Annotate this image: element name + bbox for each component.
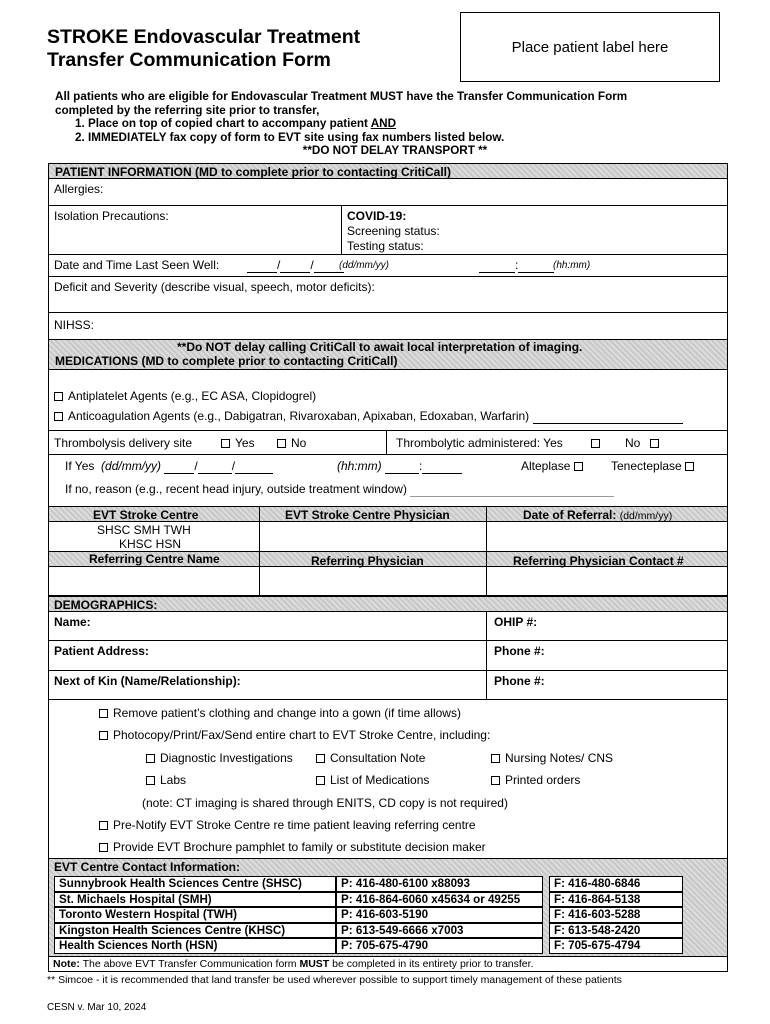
labs-option[interactable] bbox=[146, 773, 186, 787]
brochure-checkbox[interactable] bbox=[99, 843, 108, 852]
note-pre: The above EVT Transfer Communication form bbox=[79, 958, 300, 970]
contact-name: Toronto Western Hospital (TWH) bbox=[54, 907, 336, 923]
form-title-line1: STROKE Endovascular Treatment bbox=[47, 26, 361, 48]
evt-header-divider-2 bbox=[486, 507, 487, 521]
anticoag-label: Anticoagulation Agents (e.g., Dabigatran, Rivaroxaban, Apixaban, Edoxaban, Warfarin) bbox=[68, 409, 530, 423]
contact-phone: P: 705-675-4790 bbox=[336, 938, 543, 954]
isolation-row bbox=[49, 205, 727, 254]
contact-phone: P: 416-603-5190 bbox=[336, 907, 543, 923]
prenotify-label: Pre-Notify EVT Stroke Centre re time patient leaving referring centre bbox=[113, 818, 476, 832]
admin-no-checkbox[interactable] bbox=[650, 439, 659, 448]
referring-row bbox=[49, 566, 727, 596]
intro-instructions bbox=[55, 90, 735, 158]
nursing-label: Nursing Notes/ CNS bbox=[505, 751, 614, 765]
contact-fax: F: 416-864-5138 bbox=[549, 892, 683, 908]
consult-checkbox[interactable] bbox=[316, 754, 325, 763]
printed-checkbox[interactable] bbox=[491, 776, 500, 785]
checklist-section bbox=[48, 700, 728, 858]
tenecteplase-option[interactable] bbox=[611, 459, 699, 473]
evt-header bbox=[49, 506, 727, 521]
isolation-divider bbox=[341, 206, 342, 254]
demographics-header bbox=[49, 596, 727, 611]
contact-phone: P: 613-549-6666 x7003 bbox=[336, 923, 543, 939]
kin-divider bbox=[486, 671, 487, 699]
last-seen-row[interactable]: Date and Time Last Seen Well: / / (dd/mm/yy) : (hh:mm) bbox=[49, 254, 727, 276]
evt-col-date bbox=[523, 508, 672, 522]
last-seen-date-format: (dd/mm/yy) bbox=[339, 260, 389, 271]
referring-header-divider-2 bbox=[486, 552, 487, 566]
name-divider bbox=[486, 612, 487, 640]
kin-label: Next of Kin (Name/Relationship): bbox=[54, 674, 241, 688]
admin-no-option[interactable] bbox=[625, 436, 664, 450]
form-note bbox=[53, 958, 533, 970]
evt-col-date-format: (dd/mm/yy) bbox=[619, 510, 673, 522]
referring-contact-label: Referring Physician Contact # bbox=[513, 554, 684, 568]
prenotify-option[interactable] bbox=[99, 818, 476, 832]
meds-list-label: List of Medications bbox=[330, 773, 430, 787]
site-no-label: No bbox=[291, 436, 307, 450]
contact-name: Health Sciences North (HSN) bbox=[54, 938, 336, 954]
testing-label: Testing status: bbox=[347, 239, 424, 253]
contact-fax: F: 416-480-6846 bbox=[549, 876, 683, 892]
printed-option[interactable] bbox=[491, 773, 580, 787]
labs-checkbox[interactable] bbox=[146, 776, 155, 785]
deficit-row[interactable] bbox=[49, 276, 727, 312]
evt-centre-row bbox=[49, 521, 727, 551]
site-yes-option[interactable] bbox=[221, 436, 255, 450]
nihss-label: NIHSS: bbox=[54, 318, 95, 332]
referring-header-divider-1 bbox=[259, 552, 260, 566]
referring-centre-field[interactable] bbox=[49, 567, 259, 597]
intro-item1-and: AND bbox=[370, 117, 397, 130]
antiplatelet-label: Antiplatelet Agents (e.g., EC ASA, Clopidogrel) bbox=[68, 389, 317, 403]
imaging-note: **Do NOT delay calling CritiCall to await local interpretation of imaging. bbox=[177, 340, 583, 354]
version-label: CESN v. Mar 10, 2024 bbox=[47, 1002, 147, 1013]
intro-item2: 2. IMMEDIATELY fax copy of form to EVT site using fax numbers listed below. bbox=[75, 130, 505, 144]
antiplatelet-option[interactable] bbox=[54, 389, 316, 403]
alteplase-checkbox[interactable] bbox=[574, 462, 583, 471]
patient-info-header bbox=[49, 163, 727, 178]
allergies-row[interactable] bbox=[49, 178, 727, 205]
diag-checkbox[interactable] bbox=[146, 754, 155, 763]
intro-note: **DO NOT DELAY TRANSPORT ** bbox=[302, 144, 488, 157]
contact-fax: F: 705-675-4794 bbox=[549, 938, 683, 954]
meds-list-option[interactable] bbox=[316, 773, 429, 787]
evt-physician-field[interactable] bbox=[260, 522, 486, 552]
site-yes-label: Yes bbox=[235, 436, 255, 450]
nursing-option[interactable] bbox=[491, 751, 613, 765]
tenecteplase-label: Tenecteplase bbox=[611, 459, 682, 473]
contact-name: Kingston Health Sciences Centre (KHSC) bbox=[54, 923, 336, 939]
patient-label-box[interactable] bbox=[460, 12, 720, 82]
site-no-option[interactable] bbox=[277, 436, 306, 450]
ohip-label: OHIP #: bbox=[494, 615, 538, 629]
contact-phone: P: 416-480-6100 x88093 bbox=[336, 876, 543, 892]
address-label: Patient Address: bbox=[54, 644, 149, 658]
photocopy-option[interactable] bbox=[99, 728, 490, 742]
evt-header-divider-1 bbox=[259, 507, 260, 521]
simcoe-note: ** Simcoe - it is recommended that land transfer be used wherever possible to support timely management of these patients bbox=[47, 974, 622, 986]
contacts-box bbox=[49, 858, 727, 957]
note-must: MUST bbox=[299, 958, 330, 970]
patient-label-text: Place patient label here bbox=[511, 38, 669, 56]
contact-fax: F: 416-603-5288 bbox=[549, 907, 683, 923]
patient-info-grid bbox=[48, 163, 728, 596]
evt-col-physician: EVT Stroke Centre Physician bbox=[285, 508, 450, 522]
if-yes-time-format: (hh:mm) bbox=[337, 459, 382, 473]
allergies-label: Allergies: bbox=[54, 182, 104, 196]
contact-name: St. Michaels Hospital (SMH) bbox=[54, 892, 336, 908]
alteplase-label: Alteplase bbox=[521, 459, 571, 473]
contact-phone: P: 416-864-6060 x45634 or 49255 bbox=[336, 892, 543, 908]
evt-col-date-label: Date of Referral: bbox=[523, 508, 617, 522]
contacts-section bbox=[48, 858, 728, 972]
last-seen-label: Date and Time Last Seen Well: bbox=[54, 258, 220, 272]
contact-fax: F: 613-548-2420 bbox=[549, 923, 683, 939]
ct-note: (note: CT imaging is shared through ENITS, CD copy is not required) bbox=[142, 796, 508, 810]
address-row[interactable] bbox=[49, 640, 727, 670]
referring-header bbox=[49, 551, 727, 566]
labs-label: Labs bbox=[160, 773, 187, 787]
alteplase-option[interactable] bbox=[521, 459, 588, 473]
thrombolysis-divider bbox=[386, 431, 387, 454]
referring-physician-field[interactable] bbox=[260, 567, 486, 597]
nursing-checkbox[interactable] bbox=[491, 754, 500, 763]
intro-line2: completed by the referring site prior to transfer, bbox=[55, 103, 320, 117]
anticoag-checkbox[interactable] bbox=[54, 412, 63, 421]
meds-list-checkbox[interactable] bbox=[316, 776, 325, 785]
site-no-checkbox[interactable] bbox=[277, 439, 286, 448]
anticoag-option[interactable] bbox=[54, 409, 683, 424]
intro-item1 bbox=[55, 117, 735, 131]
thrombolytic-admin-label: Thrombolytic administered: Yes bbox=[396, 436, 563, 450]
diag-label: Diagnostic Investigations bbox=[160, 751, 293, 765]
site-yes-checkbox[interactable] bbox=[221, 439, 230, 448]
photocopy-checkbox[interactable] bbox=[99, 731, 108, 740]
last-seen-time-format: (hh:mm) bbox=[553, 260, 591, 271]
nihss-row[interactable] bbox=[49, 312, 727, 339]
patient-info-header-text: PATIENT INFORMATION (MD to complete prior to contacting CritiCall) bbox=[55, 165, 451, 179]
form-title bbox=[47, 26, 360, 72]
name-row[interactable] bbox=[49, 611, 727, 640]
prenotify-checkbox[interactable] bbox=[99, 821, 108, 830]
kin-row[interactable] bbox=[49, 670, 727, 700]
medications-header bbox=[49, 339, 727, 369]
brochure-option[interactable] bbox=[99, 840, 486, 854]
if-yes-time[interactable]: (hh:mm) : bbox=[337, 459, 462, 474]
if-yes-date-format: (dd/mm/yy) bbox=[101, 459, 162, 473]
note-post: be completed in its entirety prior to transfer. bbox=[329, 958, 534, 970]
if-yes-line[interactable]: If Yes (dd/mm/yy) / / bbox=[65, 459, 273, 474]
referral-date-field[interactable] bbox=[487, 522, 727, 552]
consult-option[interactable] bbox=[316, 751, 425, 765]
intro-line1: All patients who are eligible for Endovascular Treatment MUST have the Transfer Communication Form bbox=[55, 90, 628, 103]
contacts-header: EVT Centre Contact Information: bbox=[54, 860, 241, 874]
if-yes-label: If Yes bbox=[65, 459, 95, 473]
if-no-label: If no, reason (e.g., recent head injury, outside treatment window) bbox=[65, 482, 407, 496]
consult-label: Consultation Note bbox=[330, 751, 426, 765]
if-no-line[interactable] bbox=[65, 482, 614, 497]
thrombolysis-row bbox=[49, 430, 727, 454]
kin-phone-label: Phone #: bbox=[494, 674, 545, 688]
phone-label: Phone #: bbox=[494, 644, 545, 658]
gown-checkbox[interactable] bbox=[99, 709, 108, 718]
thrombolysis-site-label: Thrombolysis delivery site bbox=[54, 436, 193, 450]
referring-centre-label: Referring Centre Name bbox=[89, 552, 220, 566]
diag-option[interactable] bbox=[146, 751, 293, 765]
demographics-grid bbox=[48, 596, 728, 700]
isolation-label: Isolation Precautions: bbox=[54, 209, 169, 223]
antiplatelet-checkbox[interactable] bbox=[54, 392, 63, 401]
evt-centres-line1[interactable]: SHSC SMH TWH bbox=[97, 523, 191, 537]
gown-label: Remove patient’s clothing and change into a gown (if time allows) bbox=[113, 706, 461, 720]
referring-physician-label: Referring Physician bbox=[311, 554, 424, 568]
referring-contact-field[interactable] bbox=[487, 567, 727, 597]
if-yes-row bbox=[49, 454, 727, 506]
photocopy-label: Photocopy/Print/Fax/Send entire chart to EVT Stroke Centre, including: bbox=[113, 728, 491, 742]
brochure-label: Provide EVT Brochure pamphlet to family or substitute decision maker bbox=[113, 840, 486, 854]
admin-yes-checkbox[interactable] bbox=[591, 436, 605, 450]
admin-no-label: No bbox=[625, 436, 641, 450]
covid-label: COVID-19: bbox=[347, 209, 407, 223]
evt-col-centre: EVT Stroke Centre bbox=[93, 508, 199, 522]
address-divider bbox=[486, 641, 487, 670]
medications-row bbox=[49, 369, 727, 430]
deficit-label: Deficit and Severity (describe visual, speech, motor deficits): bbox=[54, 280, 375, 294]
printed-label: Printed orders bbox=[505, 773, 581, 787]
name-label: Name: bbox=[54, 615, 91, 629]
demographics-header-text: DEMOGRAPHICS: bbox=[54, 598, 158, 612]
gown-option[interactable] bbox=[99, 706, 461, 720]
intro-item1-text: 1. Place on top of copied chart to accompany patient bbox=[75, 117, 371, 130]
screening-label: Screening status: bbox=[347, 224, 440, 238]
note-label: Note: bbox=[53, 958, 80, 970]
note-row bbox=[49, 957, 727, 972]
contact-name: Sunnybrook Health Sciences Centre (SHSC) bbox=[54, 876, 336, 892]
evt-centres-line2[interactable]: KHSC HSN bbox=[119, 537, 182, 551]
form-title-line2: Transfer Communication Form bbox=[47, 49, 331, 71]
medications-header-text: MEDICATIONS (MD to complete prior to contacting CritiCall) bbox=[55, 354, 398, 368]
tenecteplase-checkbox[interactable] bbox=[685, 462, 694, 471]
